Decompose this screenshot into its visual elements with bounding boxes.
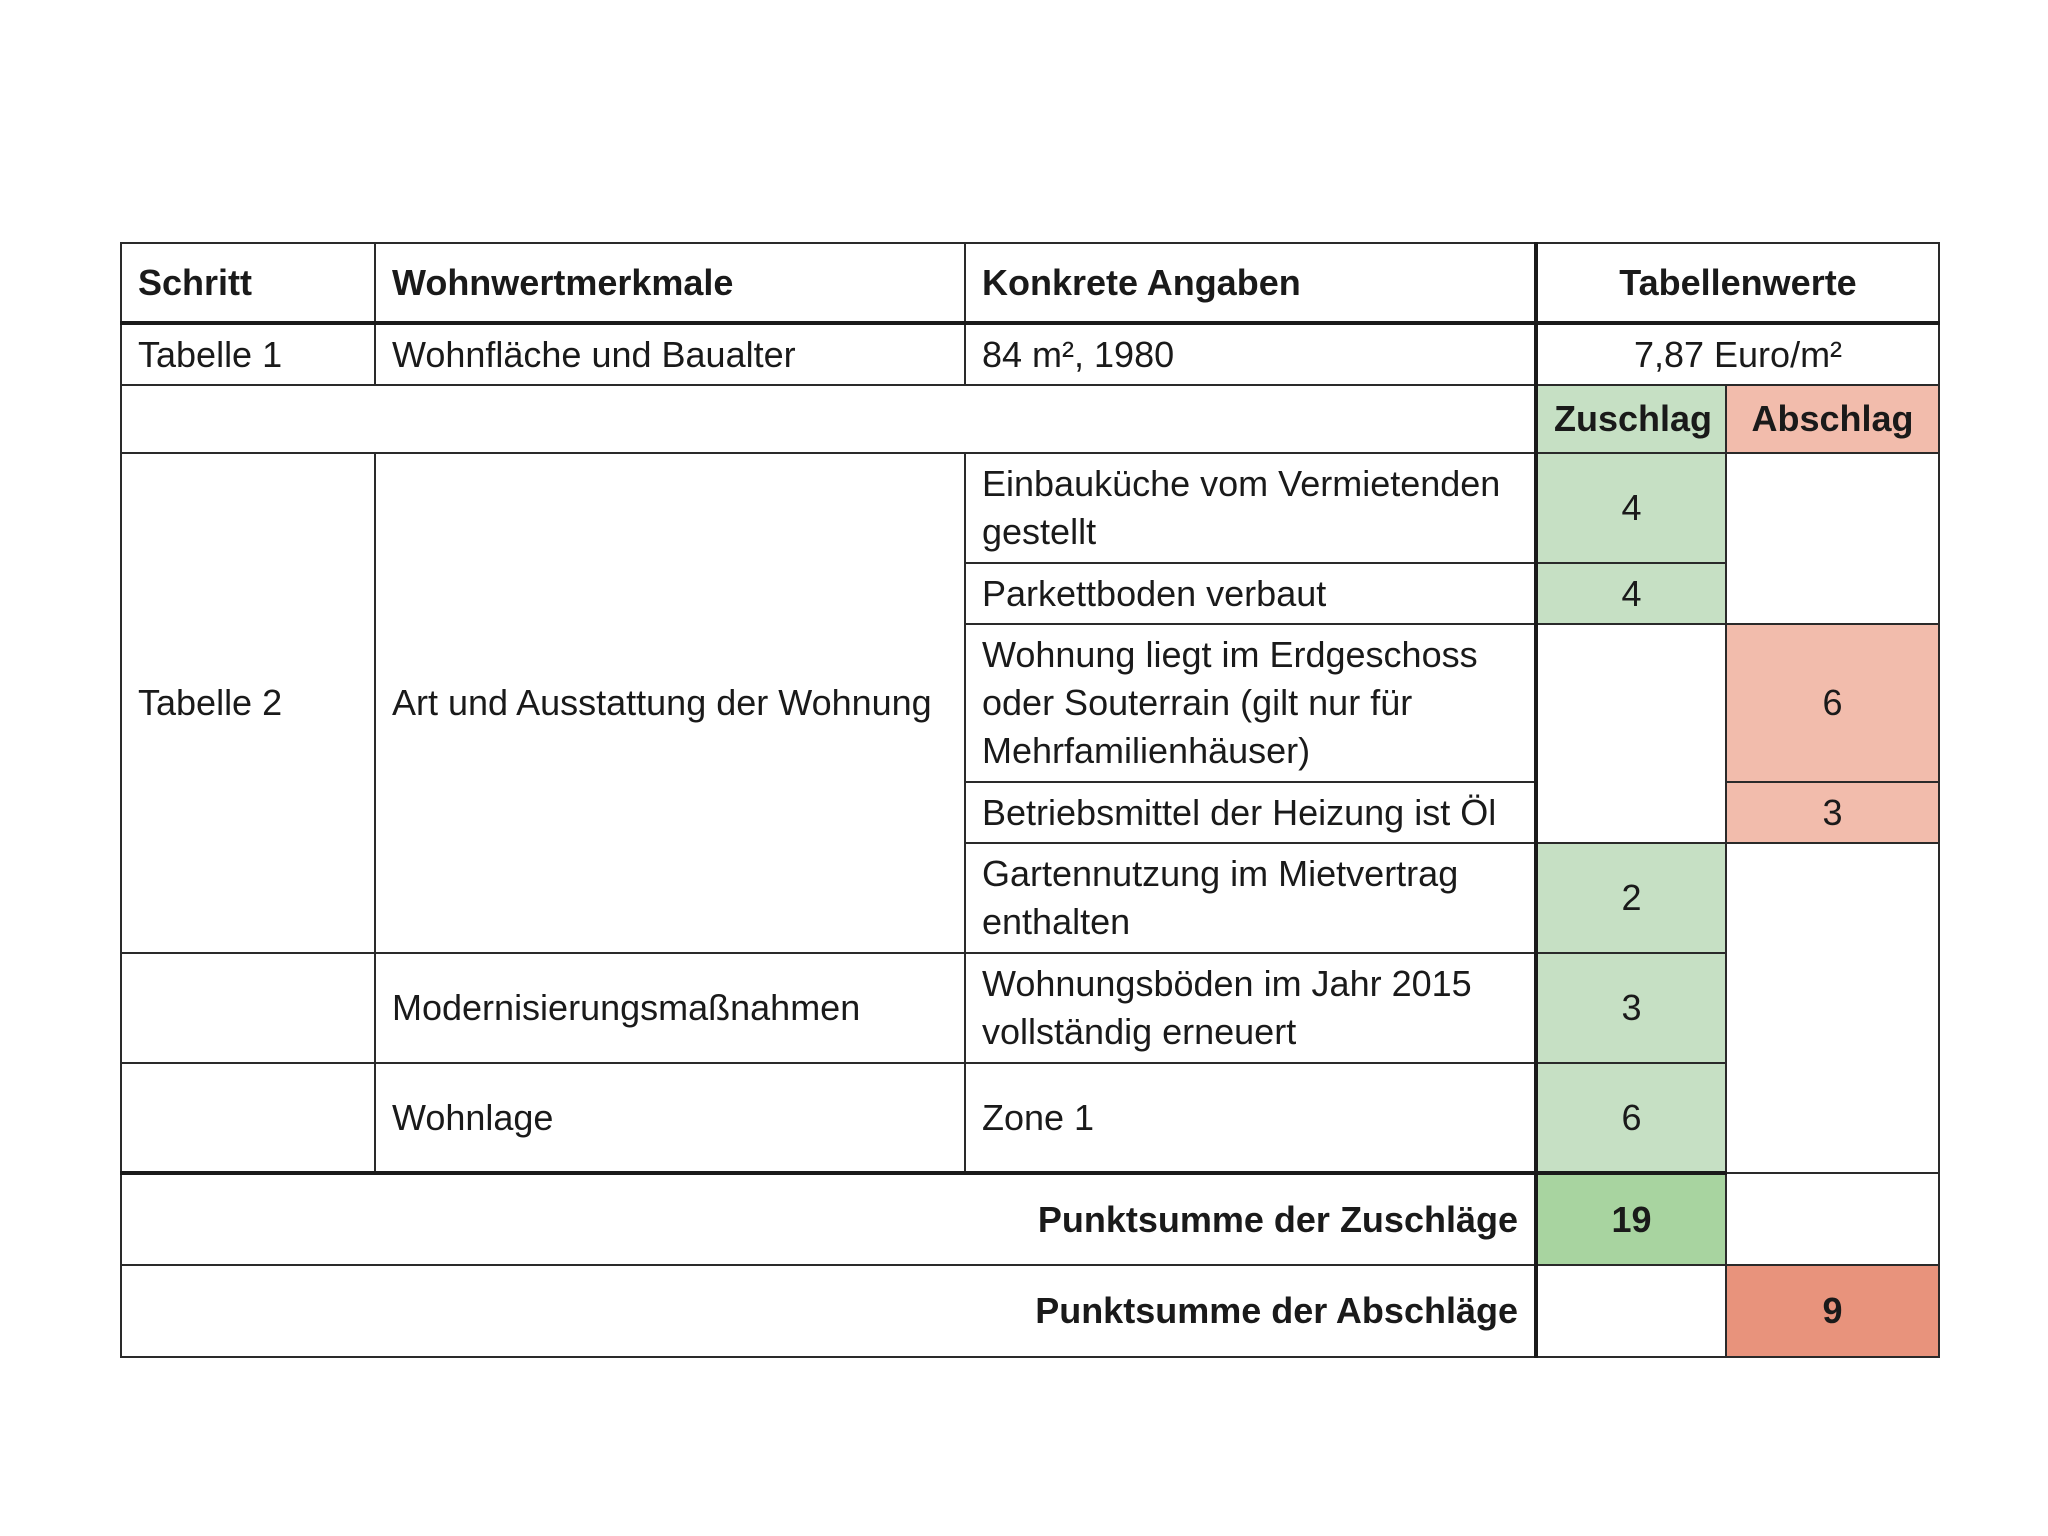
subheader-empty [121, 385, 1536, 453]
table-row [121, 1063, 1939, 1173]
item-angabe: Einbauküche vom Vermietenden gestellt [965, 453, 1536, 563]
sum-zuschlaege-label: Punktsumme der Zuschläge [121, 1173, 1536, 1265]
header-tabellenwerte: Tabellenwerte [1536, 243, 1939, 323]
item-zuschlag-empty [1536, 624, 1726, 843]
mietspiegel-table [120, 242, 1940, 1358]
row-tabellenwert: 7,87 Euro/m² [1536, 323, 1939, 385]
table-row [121, 453, 1939, 563]
modernisierung-angabe: Wohnungsböden im Jahr 2015 vollständig erneuert [965, 953, 1536, 1063]
modernisierung-zuschlag: 3 [1536, 953, 1726, 1063]
row-angabe: 84 m², 1980 [965, 323, 1536, 385]
subheader-row [121, 385, 1939, 453]
item-angabe: Wohnung liegt im Erdgeschoss oder Souterrain (gilt nur für Mehrfamilienhäuser) [965, 624, 1536, 782]
row-schritt: Tabelle 1 [121, 323, 375, 385]
tabelle2-schritt: Tabelle 2 [121, 453, 375, 953]
sum-row-zuschlaege [121, 1173, 1939, 1265]
subheader-zuschlag: Zuschlag [1536, 385, 1726, 453]
wohnlage-zuschlag: 6 [1536, 1063, 1726, 1173]
tabelle2-merkmal-art: Art und Ausstattung der Wohnung [375, 453, 965, 953]
sum-row-abschlaege [121, 1265, 1939, 1357]
modernisierung-schritt-empty [121, 953, 375, 1063]
header-row [121, 243, 1939, 323]
item-abschlag-empty [1726, 453, 1939, 624]
sum-abschlaege-empty [1536, 1265, 1726, 1357]
header-wohnwertmerkmale: Wohnwertmerkmale [375, 243, 965, 323]
item-zuschlag: 4 [1536, 563, 1726, 624]
wohnlage-angabe: Zone 1 [965, 1063, 1536, 1173]
item-zuschlag: 2 [1536, 843, 1726, 953]
item-angabe: Parkettboden verbaut [965, 563, 1536, 624]
subheader-abschlag: Abschlag [1726, 385, 1939, 453]
item-angabe: Betriebsmittel der Heizung ist Öl [965, 782, 1536, 843]
wohnlage-merkmal: Wohnlage [375, 1063, 965, 1173]
item-abschlag-empty [1726, 843, 1939, 1173]
table-row [121, 953, 1939, 1063]
sum-zuschlaege-value: 19 [1536, 1173, 1726, 1265]
sum-abschlaege-label: Punktsumme der Abschläge [121, 1265, 1536, 1357]
modernisierung-merkmal: Modernisierungsmaßnahmen [375, 953, 965, 1063]
header-schritt: Schritt [121, 243, 375, 323]
header-konkrete-angaben: Konkrete Angaben [965, 243, 1536, 323]
item-abschlag: 3 [1726, 782, 1939, 843]
sum-abschlaege-value: 9 [1726, 1265, 1939, 1357]
sum-zuschlaege-empty [1726, 1173, 1939, 1265]
table-row [121, 323, 1939, 385]
row-merkmal: Wohnfläche und Baualter [375, 323, 965, 385]
item-abschlag: 6 [1726, 624, 1939, 782]
item-zuschlag: 4 [1536, 453, 1726, 563]
item-angabe: Gartennutzung im Mietvertrag enthalten [965, 843, 1536, 953]
wohnlage-schritt-empty [121, 1063, 375, 1173]
